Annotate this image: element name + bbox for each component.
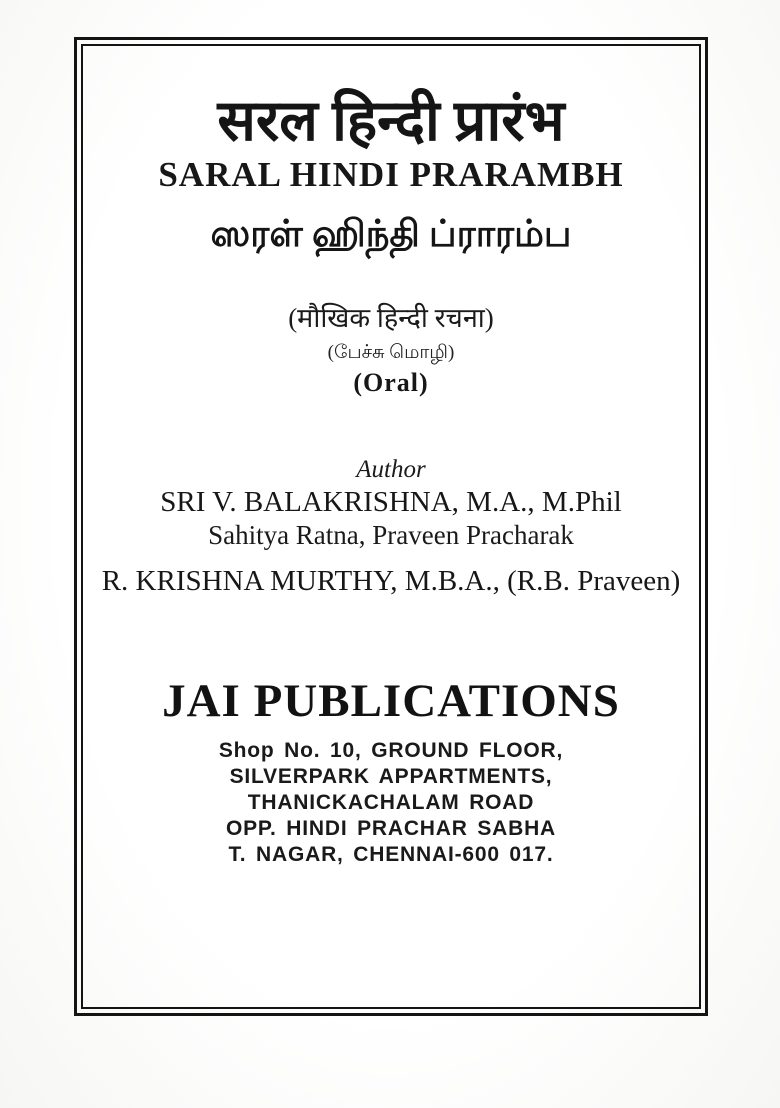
- page-border-inner: [81, 44, 701, 1009]
- publisher-address-line: THANICKACHALAM ROAD: [247, 790, 535, 814]
- page-border-outer: [74, 37, 708, 1016]
- publisher-block: [83, 674, 699, 868]
- publisher-address: [83, 738, 699, 868]
- publisher-address-line: T. NAGAR, CHENNAI-600 017.: [228, 842, 554, 866]
- subtitle-hindi: (मौखिक हिन्दी रचना): [288, 302, 494, 333]
- author-heading: Author: [356, 455, 426, 483]
- subtitle-tamil: (பேச்சு மொழி): [327, 342, 455, 364]
- author-block: [83, 456, 699, 598]
- author-name-secondary: R. KRISHNA MURTHY, M.B.A., (R.B. Praveen): [101, 564, 681, 597]
- publisher-name: JAI PUBLICATIONS: [162, 674, 620, 727]
- publisher-address-line: SILVERPARK APPARTMENTS,: [229, 764, 553, 788]
- book-title-english: SARAL HINDI PRARAMBH: [158, 155, 624, 195]
- book-title-tamil: ஸரள் ஹிந்தி ப்ராரம்ப: [210, 213, 572, 255]
- publisher-address-line: Shop No. 10, GROUND FLOOR,: [218, 738, 564, 762]
- subtitle-english-oral: (Oral): [353, 367, 429, 397]
- subtitle-block: [83, 301, 699, 398]
- author-name-primary: SRI V. BALAKRISHNA, M.A., M.Phil: [160, 485, 622, 518]
- book-title-devanagari: सरल हिन्दी प्रारंभ: [217, 90, 565, 153]
- publisher-address-line: OPP. HINDI PRACHAR SABHA: [225, 816, 556, 840]
- author-titles: Sahitya Ratna, Praveen Pracharak: [208, 519, 574, 550]
